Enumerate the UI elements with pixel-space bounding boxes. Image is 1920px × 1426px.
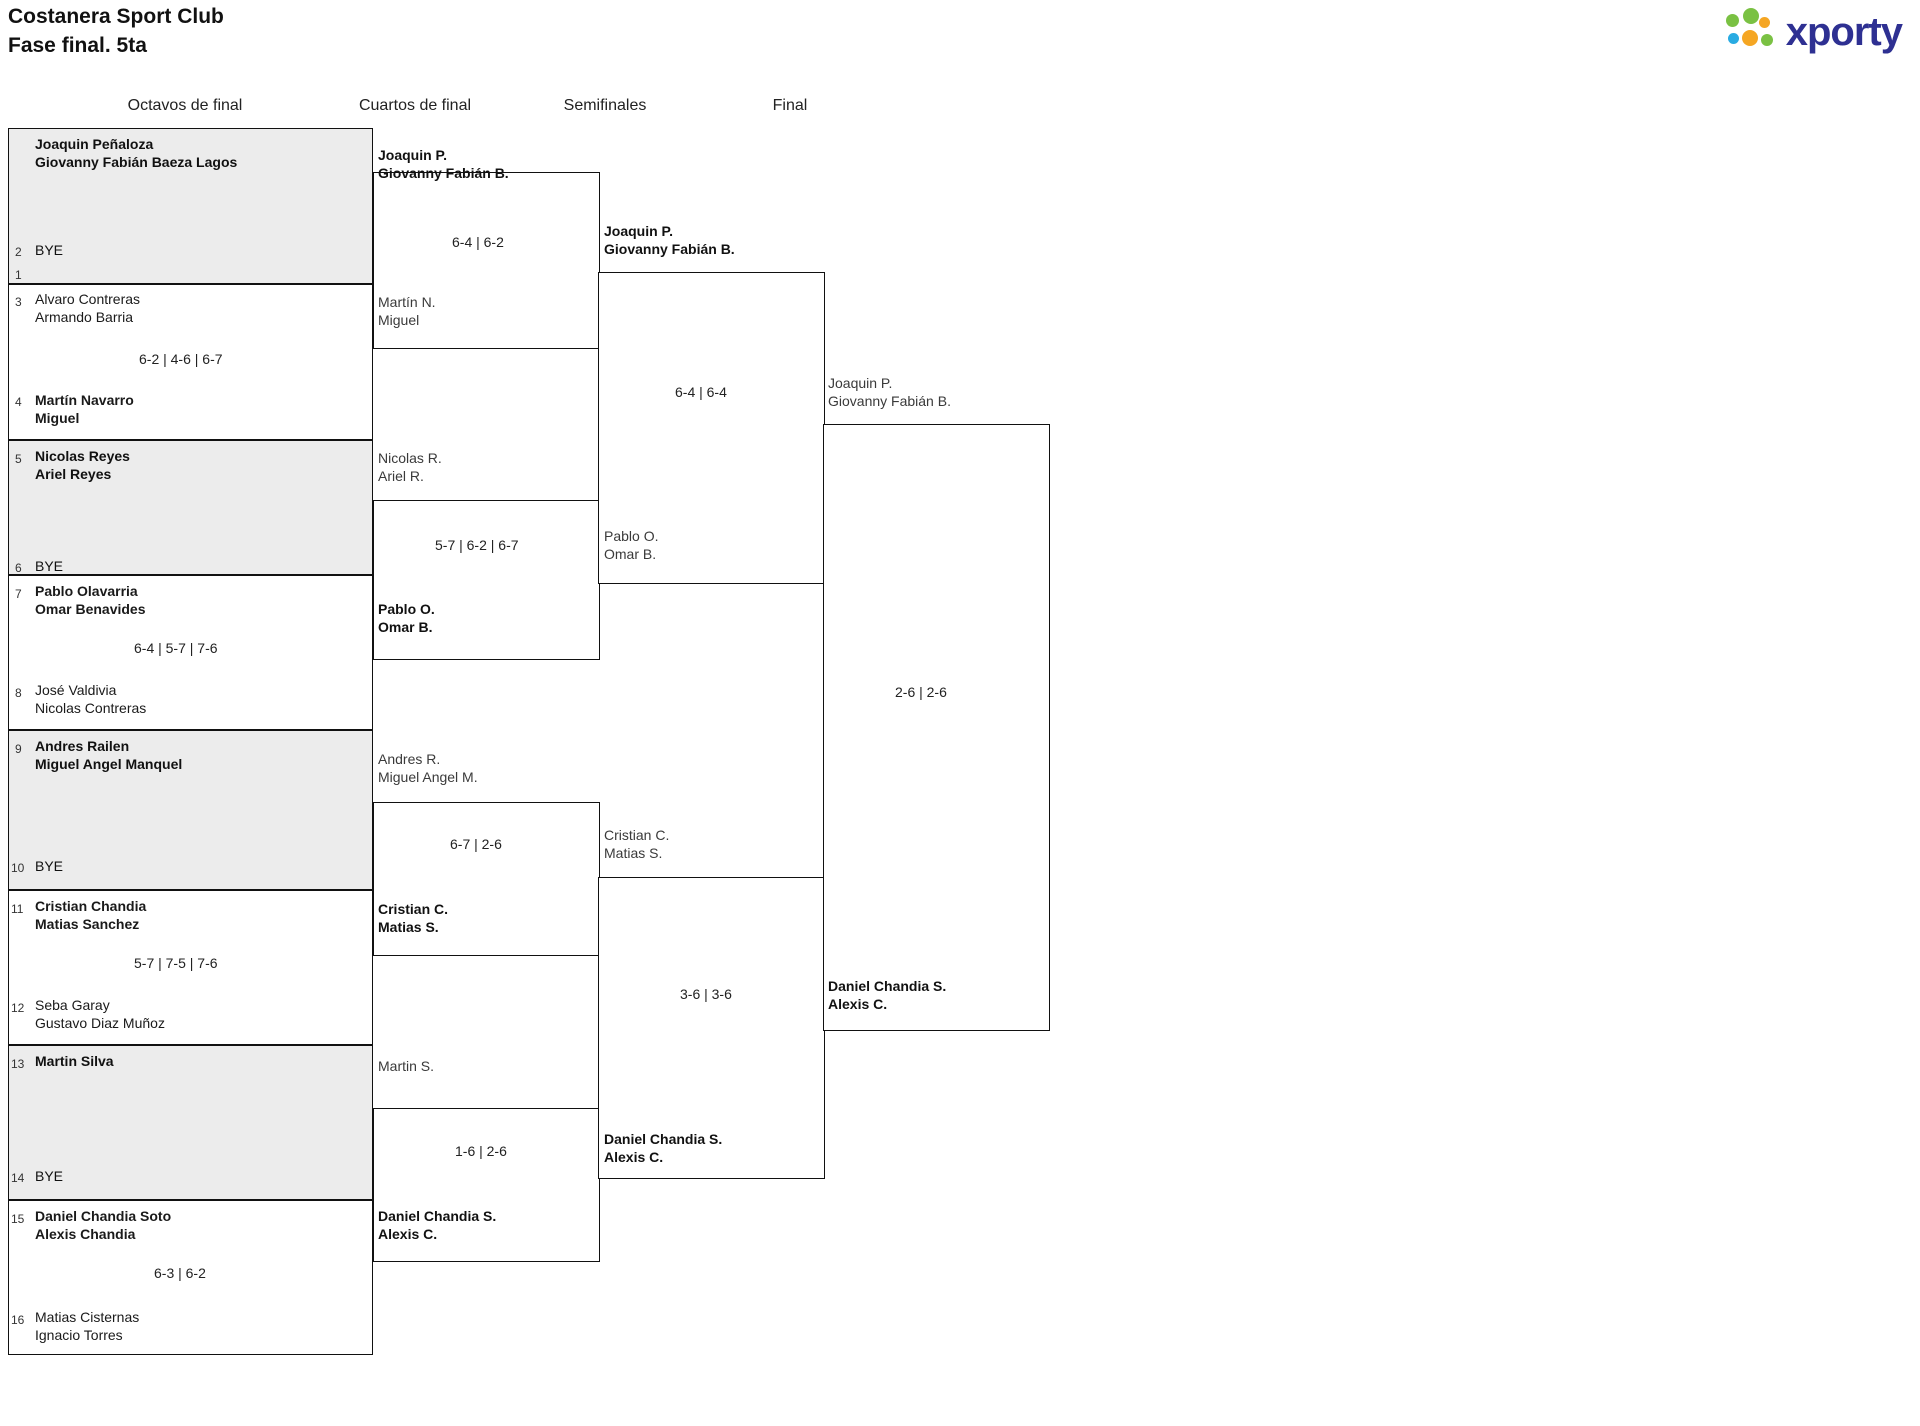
r16-slot-8[interactable] bbox=[8, 1200, 373, 1355]
round-header-r16: Octavos de final bbox=[127, 97, 243, 114]
player-names bbox=[35, 557, 63, 575]
seed-number: 15 bbox=[11, 1212, 25, 1226]
player-name-1: BYE bbox=[35, 242, 64, 258]
player-name-1: Daniel Chandia S. bbox=[828, 978, 947, 994]
final-entrant-2 bbox=[828, 977, 946, 1013]
qf-match-2-box[interactable] bbox=[373, 500, 600, 660]
player-name-2: Omar B. bbox=[378, 619, 433, 635]
player-name-2: Armando Barria bbox=[35, 309, 134, 325]
player-name-2: Matias S. bbox=[378, 919, 439, 935]
player-name-2: Alexis C. bbox=[828, 996, 888, 1012]
seed-number: 16 bbox=[11, 1313, 25, 1327]
player-name-2: Matias Sanchez bbox=[35, 916, 140, 932]
player-name-2: Gustavo Diaz Muñoz bbox=[35, 1015, 165, 1031]
player-name-1: Martín N. bbox=[378, 294, 436, 310]
r16-slot-7[interactable] bbox=[8, 1045, 373, 1200]
qf-score-3: 6-7 | 2-6 bbox=[450, 836, 502, 852]
seed-number: 9 bbox=[15, 742, 22, 756]
player-name-1: José Valdivia bbox=[35, 682, 117, 698]
player-names bbox=[35, 1167, 63, 1185]
player-name-1: Alvaro Contreras bbox=[35, 291, 141, 307]
player-name-1: Andres Railen bbox=[35, 738, 130, 754]
xporty-mark-icon bbox=[1726, 8, 1778, 56]
player-name-2: Ariel Reyes bbox=[35, 466, 112, 482]
seed-number: 5 bbox=[15, 452, 22, 466]
seed-number: 4 bbox=[15, 395, 22, 409]
player-name-2: Nicolas Contreras bbox=[35, 700, 147, 716]
round-header-qf: Cuartos de final bbox=[358, 97, 472, 114]
qf-entrant-8 bbox=[378, 1207, 496, 1243]
qf-entrant-2 bbox=[378, 293, 436, 329]
seed-number: 12 bbox=[11, 1001, 25, 1015]
seed-number: 2 bbox=[15, 245, 22, 259]
brand-wordmark: xporty bbox=[1785, 10, 1902, 54]
seed-number: 1 bbox=[15, 268, 22, 282]
player-names bbox=[35, 447, 130, 483]
page-title bbox=[8, 2, 224, 60]
player-names bbox=[35, 1308, 139, 1344]
brand-logo bbox=[1726, 8, 1902, 56]
player-names bbox=[35, 1207, 171, 1243]
r16-slot-1[interactable] bbox=[8, 128, 373, 284]
seed-number: 3 bbox=[15, 295, 22, 309]
player-name-1: Daniel Chandia Soto bbox=[35, 1208, 172, 1224]
final-match-box[interactable] bbox=[823, 424, 1050, 1031]
r16-slot-3[interactable] bbox=[8, 440, 373, 575]
r16-slot-6[interactable] bbox=[8, 890, 373, 1045]
player-names bbox=[35, 241, 63, 259]
sf-entrant-3 bbox=[604, 826, 669, 862]
player-name-1: Martin S. bbox=[378, 1058, 435, 1074]
qf-score-4: 1-6 | 2-6 bbox=[455, 1143, 507, 1159]
sf-entrant-2 bbox=[604, 527, 658, 563]
player-name-1: Joaquin P. bbox=[604, 223, 673, 239]
player-name-2: Alexis Chandia bbox=[35, 1226, 136, 1242]
seed-number: 6 bbox=[15, 561, 22, 575]
player-name-2: Miguel Angel M. bbox=[378, 769, 478, 785]
seed-number: 7 bbox=[15, 587, 22, 601]
qf-entrant-7 bbox=[378, 1057, 434, 1075]
player-name-2: Miguel bbox=[378, 312, 420, 328]
player-name-1: Matias Cisternas bbox=[35, 1309, 140, 1325]
seed-number: 14 bbox=[11, 1171, 25, 1185]
player-name-1: Pablo O. bbox=[378, 601, 435, 617]
sf-entrant-4 bbox=[604, 1130, 722, 1166]
r16-slot-4[interactable] bbox=[8, 575, 373, 730]
sf-score-1: 6-4 | 6-4 bbox=[675, 384, 727, 400]
player-name-1: Pablo Olavarria bbox=[35, 583, 138, 599]
player-name-1: Seba Garay bbox=[35, 997, 110, 1013]
player-names bbox=[35, 737, 182, 773]
final-score: 2-6 | 2-6 bbox=[895, 684, 947, 700]
player-name-1: Joaquin P. bbox=[828, 375, 893, 391]
player-name-2: Ignacio Torres bbox=[35, 1327, 123, 1343]
player-name-1: Martín Navarro bbox=[35, 392, 134, 408]
phase-name: Fase final. 5ta bbox=[8, 34, 147, 57]
player-name-2: Matias S. bbox=[604, 845, 663, 861]
player-name-1: Cristian Chandia bbox=[35, 898, 147, 914]
player-name-2: Ariel R. bbox=[378, 468, 424, 484]
player-name-1: Cristian C. bbox=[378, 901, 449, 917]
player-names bbox=[35, 996, 165, 1032]
r16-slot-5[interactable] bbox=[8, 730, 373, 890]
player-name-2: Alexis C. bbox=[604, 1149, 664, 1165]
player-name-2: Omar Benavides bbox=[35, 601, 146, 617]
sf-score-2: 3-6 | 3-6 bbox=[680, 986, 732, 1002]
qf-score-2: 5-7 | 6-2 | 6-7 bbox=[435, 537, 519, 553]
seed-number: 11 bbox=[11, 902, 24, 916]
player-name-2: Miguel Angel Manquel bbox=[35, 756, 183, 772]
seed-number: 8 bbox=[15, 686, 22, 700]
sf-entrant-1 bbox=[604, 222, 735, 258]
player-names bbox=[35, 582, 146, 618]
match-score: 5-7 | 7-5 | 7-6 bbox=[134, 955, 218, 971]
player-name-2: Miguel bbox=[35, 410, 80, 426]
club-name: Costanera Sport Club bbox=[8, 5, 224, 28]
player-name-1: Daniel Chandia S. bbox=[604, 1131, 723, 1147]
qf-entrant-6 bbox=[378, 900, 448, 936]
player-name-2: Giovanny Fabián B. bbox=[604, 241, 735, 257]
player-name-2: Giovanny Fabián Baeza Lagos bbox=[35, 154, 238, 170]
player-name-2: Giovanny Fabián B. bbox=[828, 393, 951, 409]
qf-entrant-5 bbox=[378, 750, 478, 786]
qf-entrant-1 bbox=[378, 146, 509, 182]
r16-slot-2[interactable] bbox=[8, 284, 373, 440]
player-names bbox=[35, 290, 140, 326]
player-name-1: Daniel Chandia S. bbox=[378, 1208, 497, 1224]
qf-entrant-3 bbox=[378, 449, 442, 485]
player-names bbox=[35, 135, 237, 171]
player-name-1: Pablo O. bbox=[604, 528, 659, 544]
player-name-1: BYE bbox=[35, 1168, 64, 1184]
player-name-2: Omar B. bbox=[604, 546, 657, 562]
player-names bbox=[35, 1052, 114, 1070]
player-name-1: BYE bbox=[35, 858, 64, 874]
player-name-1: Martin Silva bbox=[35, 1053, 114, 1069]
match-score: 6-2 | 4-6 | 6-7 bbox=[139, 351, 223, 367]
player-name-1: Joaquin Peñaloza bbox=[35, 136, 154, 152]
player-names bbox=[35, 391, 134, 427]
round-header-final: Final bbox=[772, 97, 808, 114]
seed-number: 10 bbox=[11, 861, 25, 875]
player-name-1: BYE bbox=[35, 558, 64, 574]
seed-number: 13 bbox=[11, 1057, 25, 1071]
player-name-1: Joaquin P. bbox=[378, 147, 447, 163]
final-entrant-1 bbox=[828, 374, 951, 410]
round-header-sf: Semifinales bbox=[563, 97, 647, 114]
player-names bbox=[35, 857, 63, 875]
player-name-1: Nicolas R. bbox=[378, 450, 442, 466]
player-name-1: Cristian C. bbox=[604, 827, 670, 843]
player-names bbox=[35, 681, 146, 717]
player-name-2: Giovanny Fabián B. bbox=[378, 165, 509, 181]
qf-score-1: 6-4 | 6-2 bbox=[452, 234, 504, 250]
player-name-1: Nicolas Reyes bbox=[35, 448, 130, 464]
player-names bbox=[35, 897, 146, 933]
player-name-1: Andres R. bbox=[378, 751, 441, 767]
player-name-2: Alexis C. bbox=[378, 1226, 438, 1242]
match-score: 6-3 | 6-2 bbox=[154, 1265, 206, 1281]
match-score: 6-4 | 5-7 | 7-6 bbox=[134, 640, 218, 656]
qf-entrant-4 bbox=[378, 600, 435, 636]
